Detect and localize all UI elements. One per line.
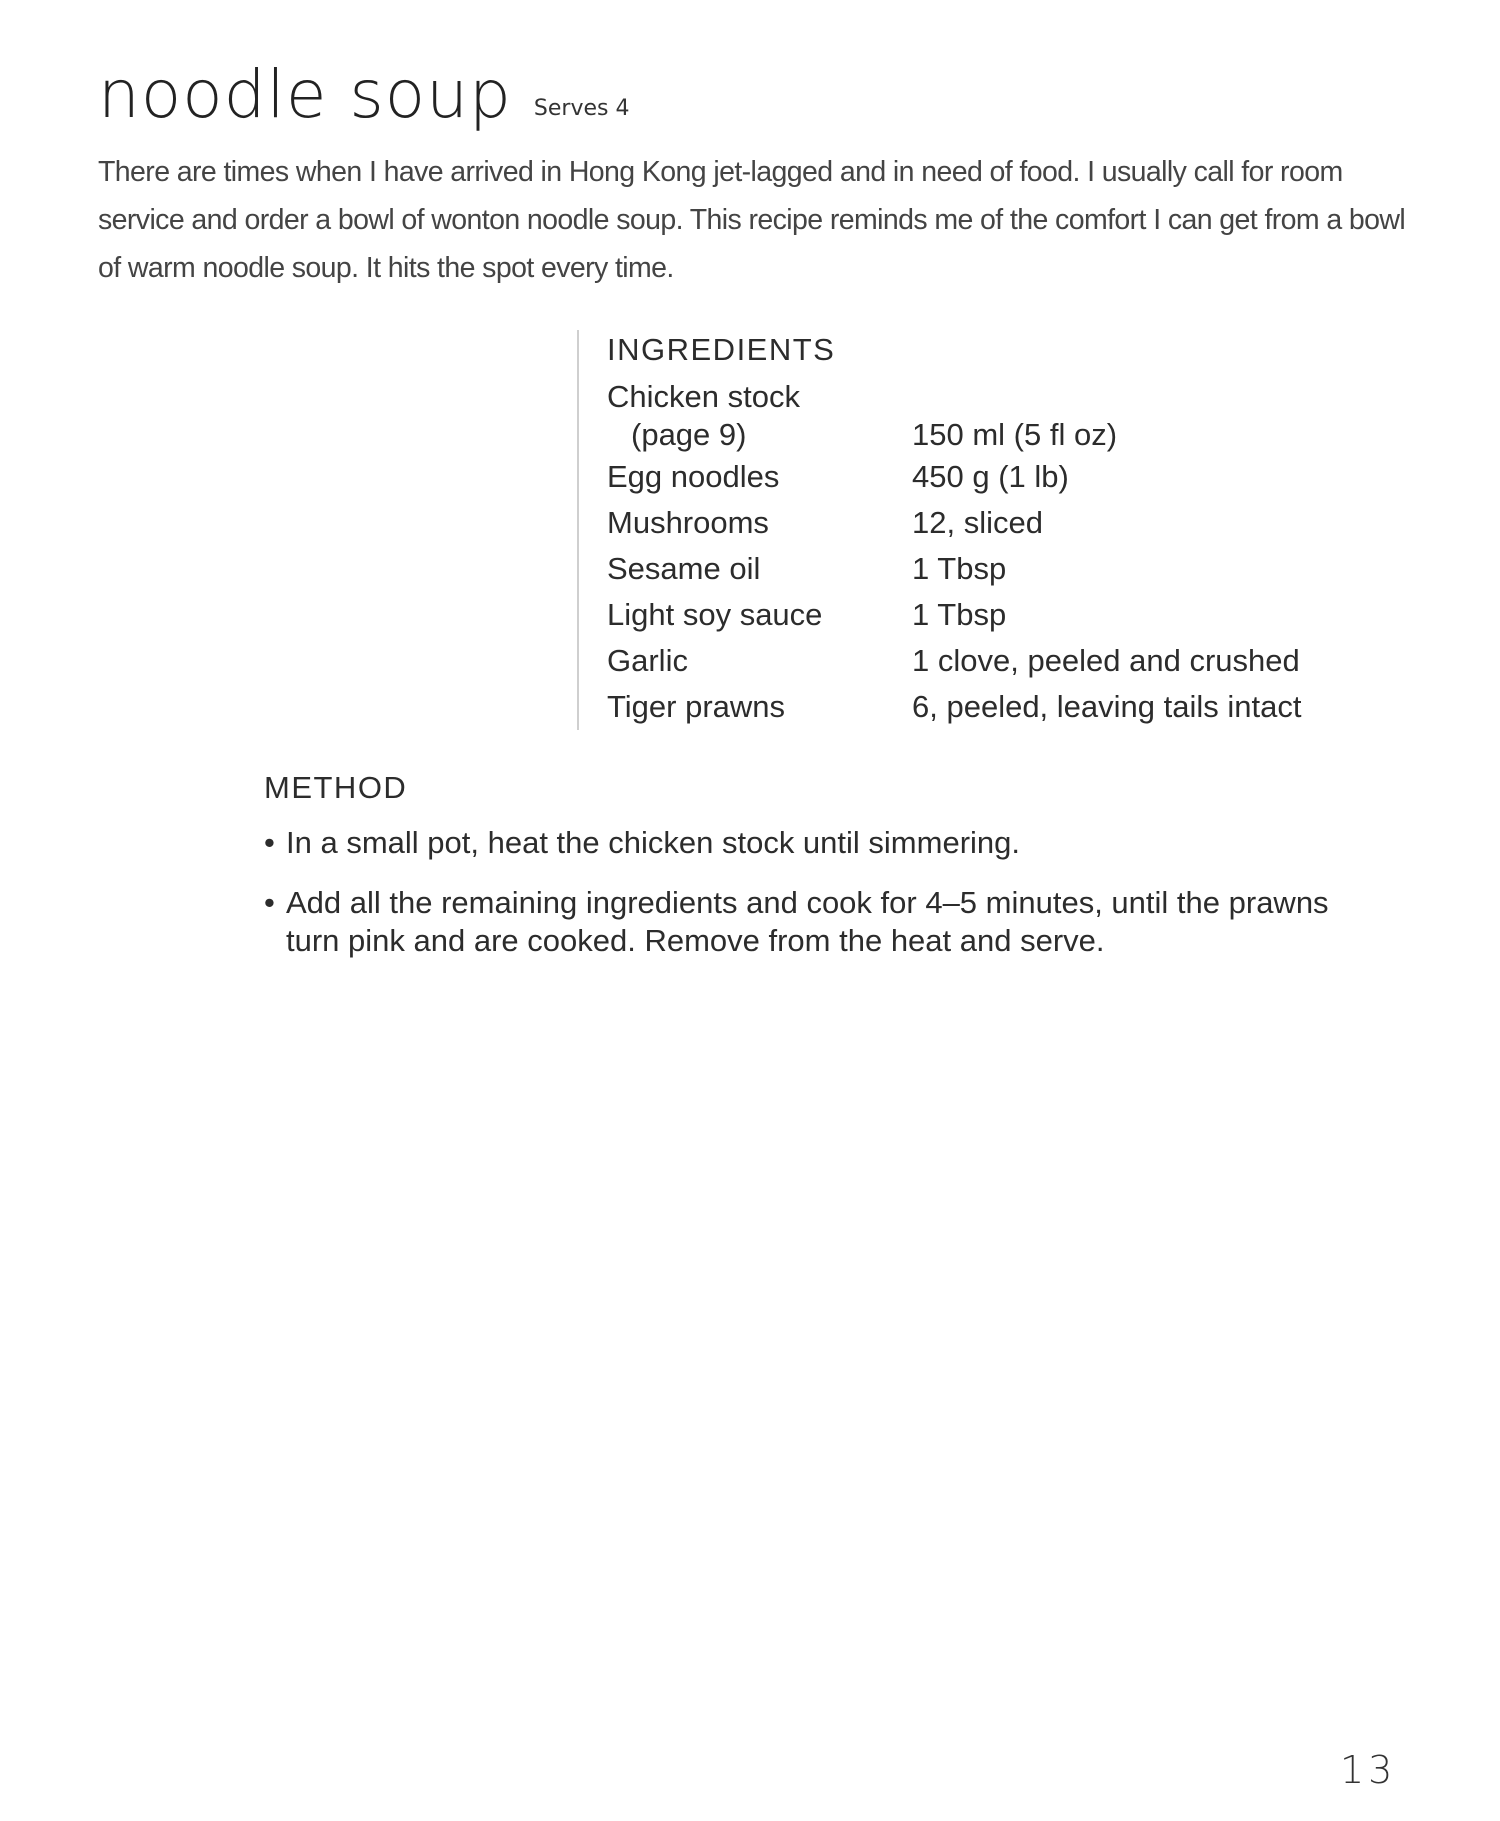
bullet-icon: • — [264, 885, 275, 920]
ingredient-quantity: 12, sliced — [912, 505, 1043, 540]
method-step-text: In a small pot, heat the chicken stock until simmering. — [286, 825, 1020, 860]
ingredient-row — [607, 500, 1301, 546]
ingredient-row — [607, 638, 1301, 684]
ingredients-heading: INGREDIENTS — [607, 332, 836, 367]
bullet-icon: • — [264, 825, 275, 860]
ingredient-name: Tiger prawns — [607, 689, 786, 724]
page-number: 13 — [1340, 1748, 1397, 1792]
ingredient-name: Mushrooms — [607, 505, 769, 540]
ingredient-quantity: 450 g (1 lb) — [912, 459, 1069, 494]
serves-label: Serves 4 — [533, 96, 630, 121]
recipe-title: noodle soup — [98, 56, 512, 133]
ingredient-quantity: 150 ml (5 fl oz) — [912, 417, 1118, 452]
title-row — [98, 56, 630, 133]
ingredient-name: Sesame oil — [607, 551, 761, 586]
method-step-text: Add all the remaining ingredients and cook for 4–5 minutes, until the prawns turn pink and are cooked. Remove from the heat and serve. — [286, 885, 1329, 958]
ingredient-name-line2: (page 9) — [631, 417, 747, 452]
ingredient-name: Egg noodles — [607, 459, 780, 494]
method-step — [264, 884, 1374, 960]
recipe-intro: There are times when I have arrived in Hong Kong jet-lagged and in need of food. I usually call for room service and order a bowl of wonton noodle soup. This recipe reminds me of the comfort I can get from a bowl of warm noodle soup. It hits the spot every time. — [98, 156, 1406, 284]
ingredient-quantity: 1 clove, peeled and crushed — [912, 643, 1300, 678]
method-step — [264, 824, 1374, 862]
method-heading: METHOD — [264, 770, 408, 805]
ingredient-row — [607, 378, 1301, 454]
ingredient-name: Light soy sauce — [607, 597, 823, 632]
ingredient-name-line1: Chicken stock — [607, 379, 800, 414]
ingredient-quantity: 1 Tbsp — [912, 551, 1007, 586]
method-section — [264, 768, 1374, 982]
ingredient-row — [607, 454, 1301, 500]
ingredient-row — [607, 546, 1301, 592]
ingredient-name — [607, 378, 912, 454]
ingredient-row — [607, 684, 1301, 730]
ingredient-name: Garlic — [607, 643, 688, 678]
ingredients-section — [577, 330, 1301, 730]
ingredient-quantity: 1 Tbsp — [912, 597, 1007, 632]
ingredient-quantity: 6, peeled, leaving tails intact — [912, 689, 1302, 724]
ingredient-row — [607, 592, 1301, 638]
